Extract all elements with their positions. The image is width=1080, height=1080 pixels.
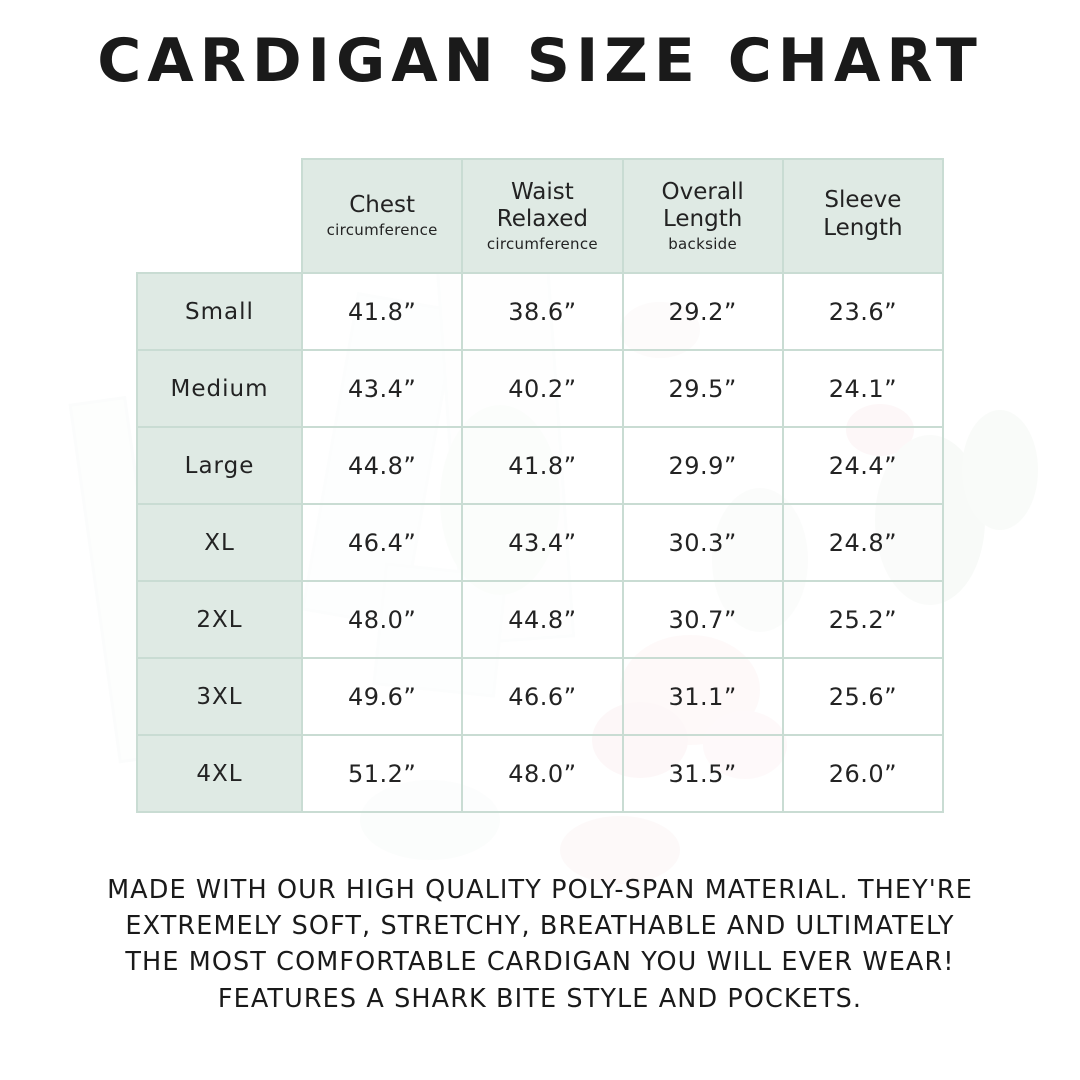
cell-4xl-waist: 48.0”: [462, 735, 622, 812]
column-header-chest-main: Chest: [349, 192, 416, 219]
cell-medium-waist: 40.2”: [462, 350, 622, 427]
cell-4xl-length: 31.5”: [623, 735, 783, 812]
footer-line-2: EXTREMELY SOFT, STRETCHY, BREATHABLE AND ULTIMATELY: [125, 911, 955, 942]
column-header-sleeve-length: [783, 159, 943, 273]
cell-4xl-sleeve: 26.0”: [783, 735, 943, 812]
footer-line-4: FEATURES A SHARK BITE STYLE AND POCKETS.: [217, 983, 863, 1014]
cell-small-chest: 41.8”: [302, 273, 462, 350]
cell-medium-chest: 43.4”: [302, 350, 462, 427]
cell-large-chest: 44.8”: [302, 427, 462, 504]
cell-xl-length: 30.3”: [623, 504, 783, 581]
page-title: CARDIGAN SIZE CHART: [97, 26, 983, 96]
column-header-waist-sub: circumference: [486, 234, 598, 253]
cell-xl-waist: 43.4”: [462, 504, 622, 581]
row-label-small: Small: [137, 273, 302, 350]
cell-3xl-sleeve: 25.6”: [783, 658, 943, 735]
corner-cell: [137, 159, 302, 273]
size-chart-table: [136, 158, 944, 813]
table-row: [137, 504, 943, 581]
column-header-overall-length-main: Overall Length: [661, 178, 744, 232]
column-header-overall-length: [623, 159, 783, 273]
table-header: [137, 159, 943, 273]
table-row: [137, 350, 943, 427]
cell-large-length: 29.9”: [623, 427, 783, 504]
cell-2xl-length: 30.7”: [623, 581, 783, 658]
column-header-overall-length-sub: backside: [668, 234, 738, 253]
cell-2xl-sleeve: 25.2”: [783, 581, 943, 658]
table-body: [137, 273, 943, 812]
table-row: [137, 581, 943, 658]
cell-large-waist: 41.8”: [462, 427, 622, 504]
column-header-chest: [302, 159, 462, 273]
footer-line-1: MADE WITH OUR HIGH QUALITY POLY-SPAN MATERIAL. THEY'RE: [107, 875, 973, 905]
cell-large-sleeve: 24.4”: [783, 427, 943, 504]
cell-3xl-waist: 46.6”: [462, 658, 622, 735]
footer-description: [50, 872, 1030, 1017]
size-chart-table-container: [136, 158, 944, 813]
cell-small-length: 29.2”: [623, 273, 783, 350]
cell-2xl-chest: 48.0”: [302, 581, 462, 658]
row-label-4xl: 4XL: [137, 735, 302, 812]
cell-xl-sleeve: 24.8”: [783, 504, 943, 581]
table-row: [137, 735, 943, 812]
row-label-3xl: 3XL: [137, 658, 302, 735]
cell-4xl-chest: 51.2”: [302, 735, 462, 812]
footer-line-3: THE MOST COMFORTABLE CARDIGAN YOU WILL EVER WEAR!: [125, 947, 955, 978]
cell-xl-chest: 46.4”: [302, 504, 462, 581]
row-label-medium: Medium: [137, 350, 302, 427]
cell-medium-sleeve: 24.1”: [783, 350, 943, 427]
cell-medium-length: 29.5”: [623, 350, 783, 427]
table-row: [137, 658, 943, 735]
column-header-sleeve-length-main: Sleeve Length: [823, 187, 903, 241]
cell-3xl-length: 31.1”: [623, 658, 783, 735]
column-header-chest-sub: circumference: [326, 221, 438, 240]
row-label-large: Large: [137, 427, 302, 504]
table-row: [137, 427, 943, 504]
row-label-2xl: 2XL: [137, 581, 302, 658]
cell-small-sleeve: 23.6”: [783, 273, 943, 350]
cell-3xl-chest: 49.6”: [302, 658, 462, 735]
row-label-xl: XL: [137, 504, 302, 581]
column-header-waist-main: Waist Relaxed: [496, 178, 588, 232]
table-header-row: [137, 159, 943, 273]
table-row: [137, 273, 943, 350]
column-header-waist: [462, 159, 622, 273]
cell-small-waist: 38.6”: [462, 273, 622, 350]
cell-2xl-waist: 44.8”: [462, 581, 622, 658]
